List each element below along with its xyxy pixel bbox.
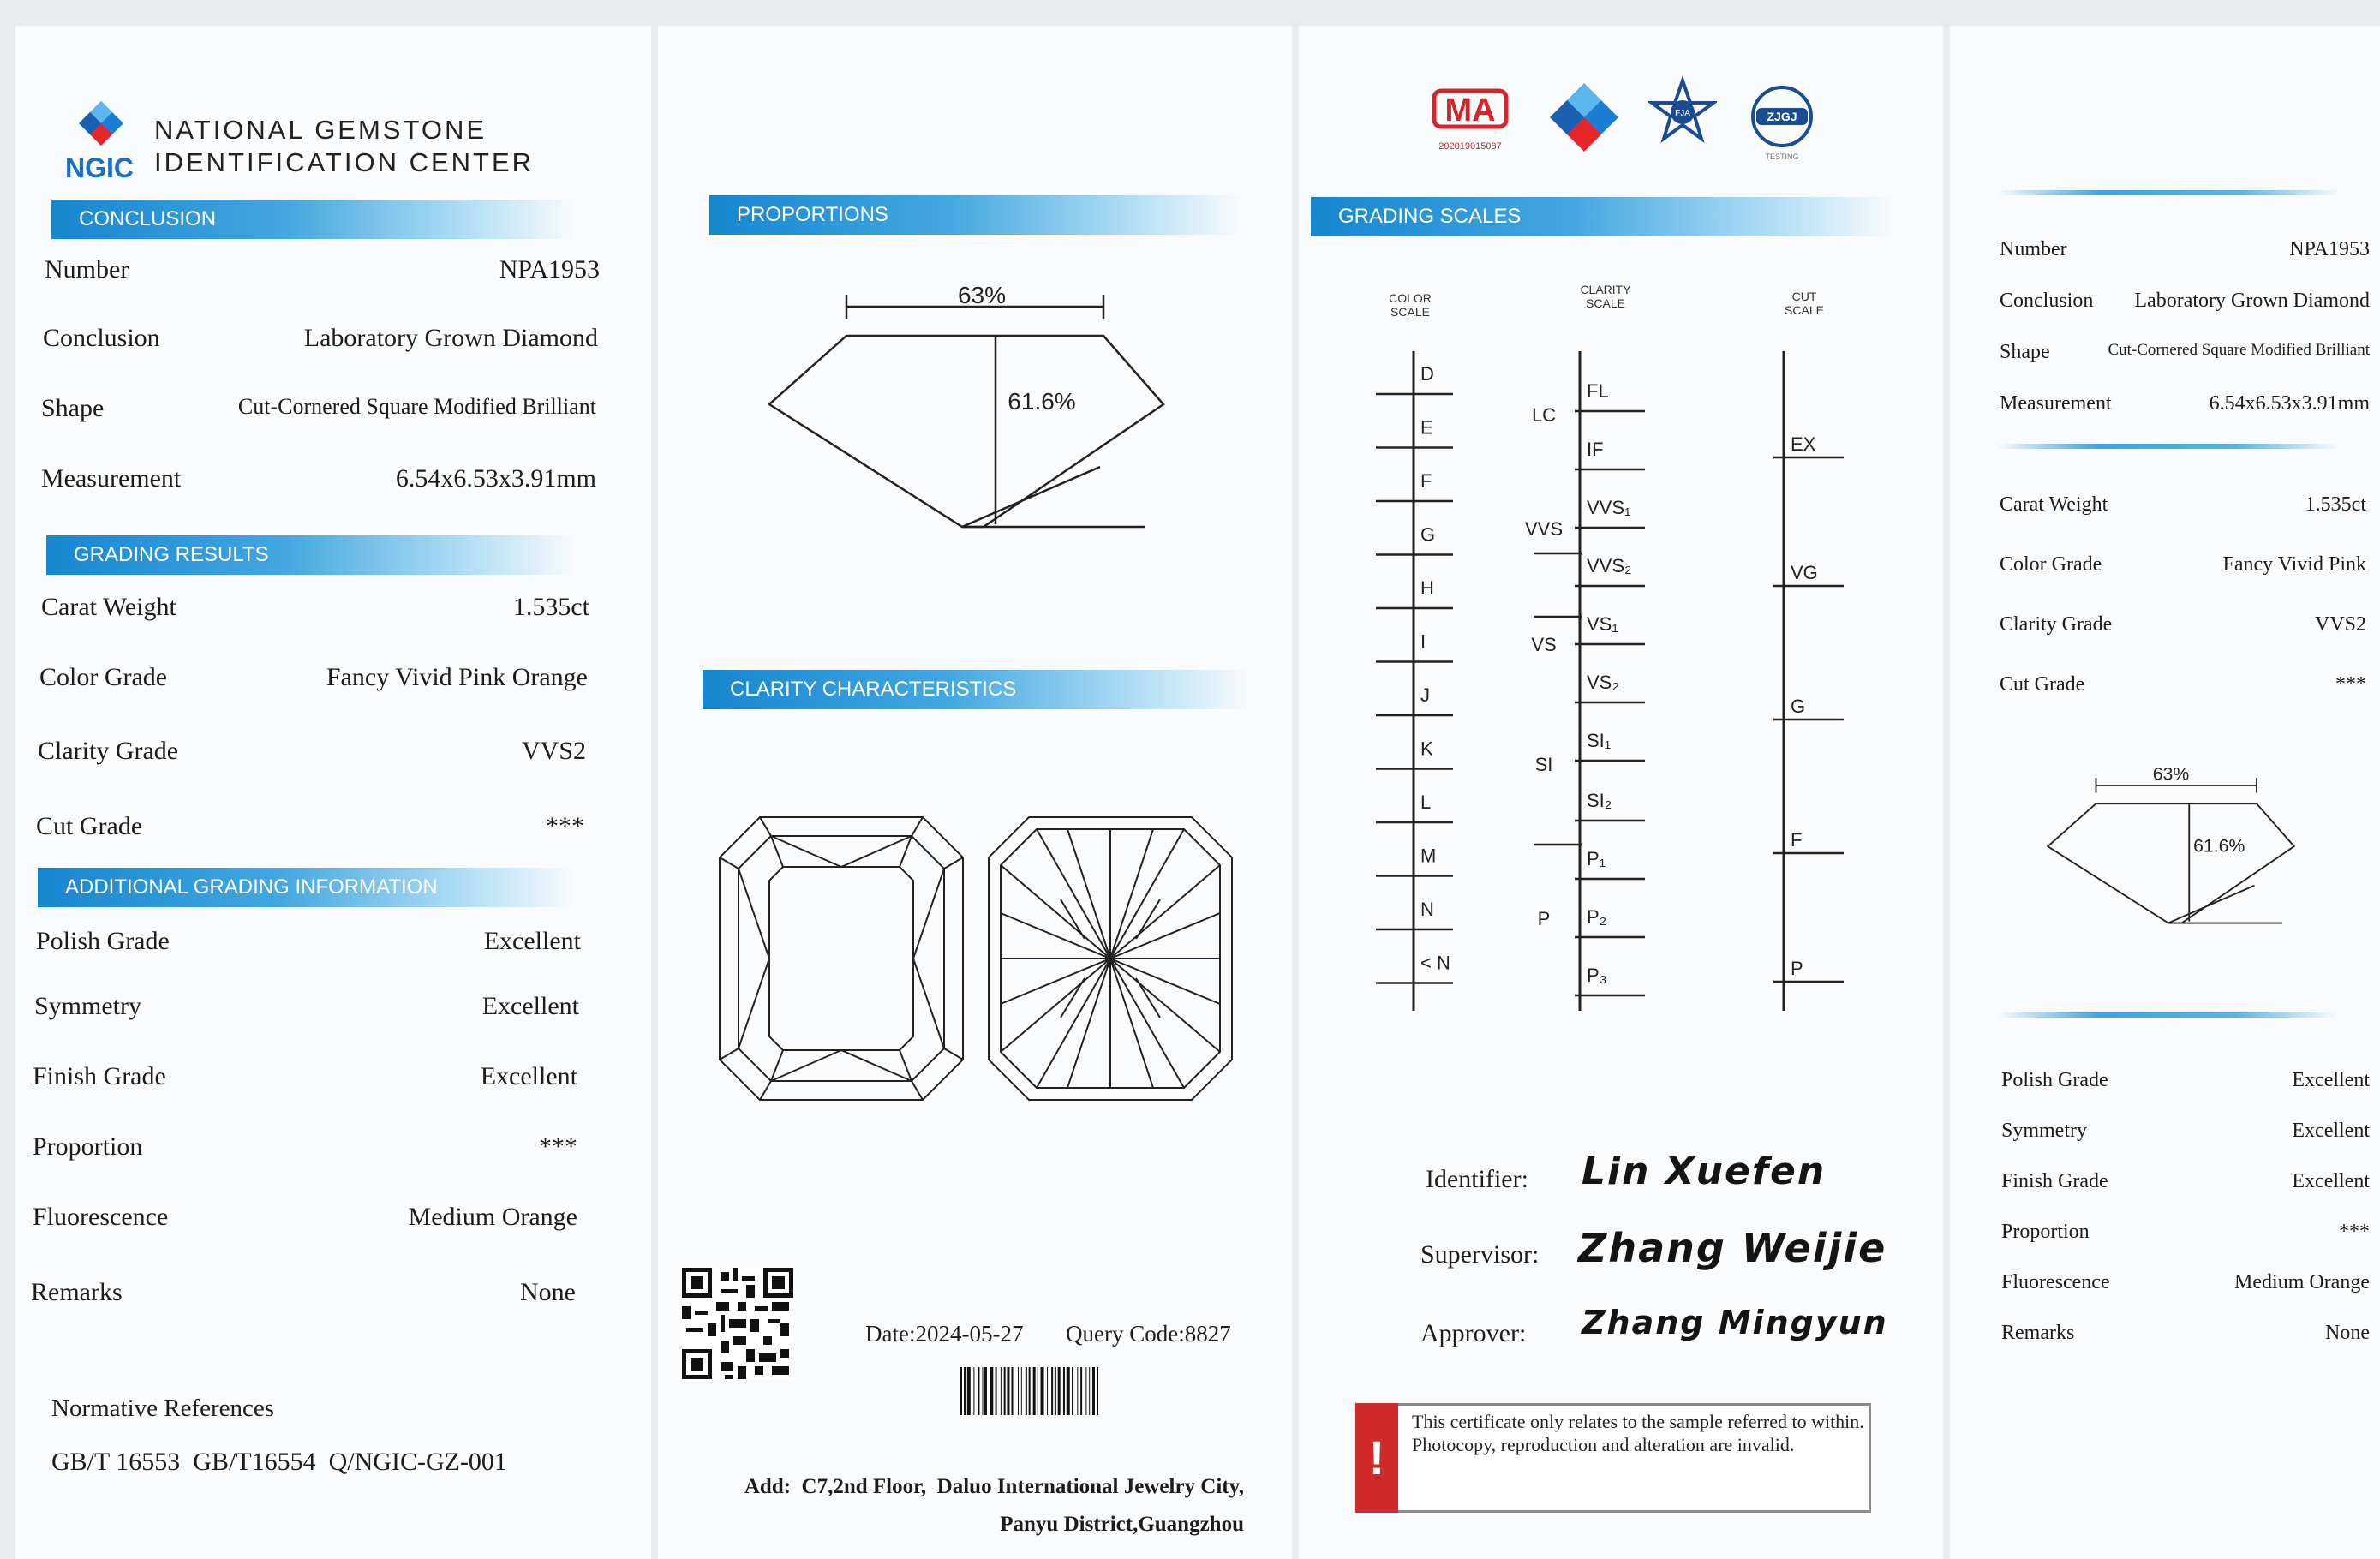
- additional-row: [33, 1132, 577, 1167]
- qr-code: [682, 1268, 793, 1379]
- additional-row: [31, 1278, 576, 1312]
- signature-label: Identifier:: [1426, 1165, 1528, 1193]
- panel-grading-scales: [1299, 26, 1943, 1559]
- color-scale-grade: E: [1420, 416, 1433, 439]
- summary-finish-label: Polish Grade: [2001, 1069, 2108, 1091]
- summary-finish-row: [2001, 1271, 2370, 1305]
- address-line1: Add: C7,2nd Floor, Daluo International Jewelry City,: [744, 1475, 1244, 1498]
- section-header-clarity-characteristics: CLARITY CHARACTERISTICS: [703, 670, 1251, 709]
- query-code: Query Code:8827: [1066, 1321, 1231, 1347]
- grading-value: ***: [546, 812, 584, 840]
- conclusion-label: Measurement: [41, 464, 182, 493]
- conclusion-value: 6.54x6.53x3.91mm: [395, 464, 596, 493]
- additional-row: [33, 1203, 577, 1237]
- color-scale-grade: < N: [1420, 952, 1450, 974]
- summary-finish-label: Fluorescence: [2001, 1271, 2110, 1293]
- summary-finish-value: Excellent: [2292, 1120, 2370, 1142]
- clarity-scale-grade: P₁: [1587, 848, 1606, 869]
- color-scale-grade: D: [1420, 363, 1434, 385]
- summary-grade-label: Cut Grade: [2000, 673, 2085, 696]
- normative-title: Normative References: [51, 1395, 275, 1422]
- grading-label: Color Grade: [39, 663, 168, 691]
- summary-finish-label: Finish Grade: [2001, 1170, 2108, 1192]
- summary-divider-1: [1998, 190, 2341, 195]
- grading-label: Cut Grade: [36, 812, 143, 840]
- clarity-scale-grade: VS₁: [1587, 613, 1618, 635]
- additional-label: Remarks: [31, 1278, 123, 1306]
- proportion-diagram: [761, 266, 1172, 548]
- additional-value: Excellent: [483, 927, 581, 955]
- color-scale-title: SCALE: [1390, 305, 1430, 319]
- clarity-scale-grade: P₃: [1587, 965, 1607, 986]
- additional-row: [36, 927, 581, 961]
- fja-text: FJA: [1675, 109, 1690, 118]
- summary-grade-value: 1.535ct: [2305, 493, 2366, 516]
- panel-summary: [1950, 26, 2380, 1559]
- conclusion-label: Conclusion: [43, 324, 160, 352]
- section-header-proportions: PROPORTIONS: [709, 195, 1241, 235]
- conclusion-row: [41, 464, 596, 499]
- conclusion-row: [43, 324, 598, 358]
- summary-grade-row: [2000, 673, 2366, 708]
- conclusion-label: Shape: [41, 394, 105, 422]
- summary-grade-value: ***: [2335, 673, 2366, 696]
- grading-row: [41, 593, 589, 627]
- section-header-grading-results: GRADING RESULTS: [46, 535, 576, 575]
- clarity-group-label: LC: [1531, 404, 1557, 426]
- additional-value: None: [520, 1278, 576, 1306]
- org-name-line2: IDENTIFICATION CENTER: [154, 147, 535, 177]
- cut-scale-grade: G: [1791, 696, 1806, 717]
- summary-finish-value: ***: [2339, 1221, 2370, 1243]
- barcode: [960, 1367, 1242, 1415]
- color-scale-grade: J: [1420, 684, 1430, 706]
- additional-label: Finish Grade: [33, 1062, 166, 1090]
- grading-row: [36, 812, 584, 846]
- clarity-scale-title: SCALE: [1586, 296, 1625, 310]
- signature-name: Zhang Weijie: [1578, 1225, 1887, 1271]
- clarity-scale-grade: VVS₁: [1587, 497, 1631, 518]
- summary-table-label: 63%: [2152, 763, 2190, 785]
- color-scale-grade: K: [1420, 738, 1433, 760]
- summary-top-label: Measurement: [2000, 392, 2112, 415]
- additional-value: Excellent: [480, 1062, 577, 1090]
- conclusion-row: [45, 255, 600, 290]
- summary-finish-row: [2001, 1322, 2370, 1356]
- ngic-logo-text: NGIC: [65, 152, 134, 183]
- cut-scale-grade: EX: [1791, 433, 1816, 455]
- summary-finish-value: Excellent: [2292, 1069, 2370, 1091]
- summary-grade-value: VVS2: [2314, 613, 2366, 636]
- clarity-group-label: P: [1537, 908, 1551, 929]
- summary-top-label: Number: [2000, 238, 2067, 260]
- clarity-scale-grade: P₂: [1587, 906, 1607, 928]
- proportion-table-label: 63%: [957, 282, 1007, 308]
- additional-value: Medium Orange: [408, 1203, 577, 1231]
- summary-finish-row: [2001, 1170, 2370, 1204]
- summary-proportion-diagram: [2042, 745, 2299, 951]
- clarity-scale-grade: VVS₂: [1587, 555, 1632, 576]
- disclaimer-text: This certificate only relates to the sample referred to within. Photocopy, reproduction and alteration are invalid.: [1412, 1411, 1864, 1455]
- summary-finish-label: Proportion: [2001, 1221, 2090, 1243]
- warning-icon: !: [1355, 1403, 1398, 1513]
- signature-label: Approver:: [1420, 1319, 1527, 1347]
- summary-grade-label: Carat Weight: [2000, 493, 2108, 516]
- cma-text: MA: [1444, 93, 1496, 128]
- grading-scale-chart: [1299, 351, 1916, 1036]
- additional-row: [34, 992, 579, 1026]
- panel-conclusion: [15, 26, 651, 1559]
- summary-grade-row: [2000, 553, 2366, 588]
- summary-top-row: [2000, 290, 2370, 324]
- color-scale-grade: L: [1420, 791, 1432, 813]
- cut-scale-title: CUT: [1791, 290, 1817, 303]
- grading-value: Fancy Vivid Pink Orange: [326, 663, 588, 691]
- cut-scale-grade: F: [1791, 829, 1803, 851]
- clarity-scale-grade: IF: [1587, 439, 1604, 460]
- section-header-conclusion: CONCLUSION: [51, 200, 574, 239]
- address-line2: Panyu District,Guangzhou: [1000, 1513, 1244, 1536]
- section-header-additional: ADDITIONAL GRADING INFORMATION: [38, 868, 576, 907]
- summary-top-value: Laboratory Grown Diamond: [2134, 290, 2370, 312]
- summary-top-value: 6.54x6.53x3.91mm: [2209, 392, 2370, 415]
- summary-depth-label: 61.6%: [2193, 835, 2245, 857]
- clarity-group-label: SI: [1534, 754, 1553, 775]
- clarity-plot-crown: [713, 810, 970, 1107]
- summary-grade-label: Color Grade: [2000, 553, 2102, 576]
- conclusion-label: Number: [45, 255, 129, 284]
- zjgj-badge: [1741, 77, 1823, 163]
- color-scale-grade: G: [1420, 523, 1436, 546]
- additional-row: [33, 1062, 577, 1096]
- certificate-date: Date:2024-05-27: [865, 1321, 1024, 1347]
- summary-divider-2: [1996, 444, 2339, 449]
- clarity-plot-pavilion: [982, 810, 1239, 1107]
- clarity-scale-grade: FL: [1587, 380, 1609, 402]
- grading-label: Carat Weight: [41, 593, 176, 621]
- summary-finish-row: [2001, 1120, 2370, 1154]
- additional-label: Proportion: [33, 1132, 143, 1161]
- summary-finish-row: [2001, 1069, 2370, 1103]
- clarity-group-label: VS: [1531, 634, 1557, 655]
- summary-finish-row: [2001, 1221, 2370, 1255]
- color-scale-grade: H: [1420, 577, 1434, 599]
- additional-label: Symmetry: [34, 992, 141, 1020]
- fja-star-badge: [1648, 75, 1717, 152]
- summary-top-row: [2000, 392, 2370, 427]
- color-scale-grade: N: [1420, 899, 1434, 920]
- grading-value: 1.535ct: [512, 593, 589, 621]
- clarity-scale-title: CLARITY: [1580, 283, 1631, 296]
- summary-grade-label: Clarity Grade: [2000, 613, 2113, 636]
- summary-finish-value: Excellent: [2292, 1170, 2370, 1192]
- normative-refs: GB/T 16553 GB/T16554 Q/NGIC-GZ-001: [51, 1448, 507, 1476]
- conclusion-row: [41, 394, 596, 428]
- clarity-scale-grade: VS₂: [1587, 672, 1619, 693]
- signature-name: Lin Xuefen: [1582, 1150, 1827, 1193]
- proportion-depth-label: 61.6%: [1008, 388, 1076, 415]
- additional-value: ***: [539, 1132, 577, 1161]
- ngic-diamond-logo: [77, 99, 125, 147]
- signature-name: Zhang Mingyun: [1582, 1304, 1888, 1341]
- color-scale-grade: M: [1420, 845, 1437, 867]
- cma-number: 202019015087: [1438, 141, 1502, 152]
- ngic-badge-diamond: [1547, 81, 1621, 154]
- summary-finish-value: None: [2325, 1322, 2370, 1344]
- signature-label: Supervisor:: [1420, 1240, 1540, 1269]
- grading-row: [38, 737, 586, 771]
- summary-finish-value: Medium Orange: [2234, 1271, 2370, 1293]
- summary-top-label: Conclusion: [2000, 290, 2094, 312]
- color-scale-title: COLOR: [1389, 291, 1432, 305]
- summary-finish-label: Symmetry: [2001, 1120, 2087, 1142]
- org-name-line1: NATIONAL GEMSTONE: [154, 115, 487, 145]
- zjgj-text: ZJGJ: [1767, 110, 1797, 123]
- panel-proportions: [658, 26, 1292, 1559]
- clarity-group-label: VVS: [1524, 518, 1564, 540]
- grading-value: VVS2: [521, 737, 586, 765]
- cma-badge: [1424, 74, 1518, 168]
- additional-value: Excellent: [481, 992, 579, 1020]
- summary-top-label: Shape: [2000, 341, 2050, 363]
- grading-row: [39, 663, 588, 697]
- summary-grade-row: [2000, 613, 2366, 648]
- clarity-scale-grade: SI₂: [1587, 790, 1612, 811]
- summary-divider-3: [1998, 1012, 2337, 1018]
- additional-label: Polish Grade: [36, 927, 170, 955]
- section-header-grading-scales: GRADING SCALES: [1311, 197, 1893, 236]
- conclusion-value: NPA1953: [499, 255, 600, 284]
- summary-finish-label: Remarks: [2001, 1322, 2075, 1344]
- summary-top-row: [2000, 238, 2370, 272]
- grading-label: Clarity Grade: [38, 737, 179, 765]
- color-scale-grade: I: [1420, 630, 1426, 653]
- clarity-scale-grade: SI₁: [1587, 730, 1612, 751]
- conclusion-value: Cut-Cornered Square Modified Brilliant: [237, 394, 596, 419]
- conclusion-value: Laboratory Grown Diamond: [303, 324, 598, 352]
- color-scale-grade: F: [1420, 470, 1432, 492]
- testing-text: TESTING: [1765, 152, 1799, 161]
- summary-top-row: [2000, 341, 2370, 375]
- summary-grade-value: Fancy Vivid Pink: [2222, 553, 2366, 576]
- cut-scale-grade: VG: [1791, 562, 1818, 583]
- summary-grade-row: [2000, 493, 2366, 528]
- summary-top-value: Cut-Cornered Square Modified Brilliant: [2108, 341, 2370, 359]
- cut-scale-title: SCALE: [1785, 303, 1824, 317]
- summary-top-value: NPA1953: [2289, 238, 2370, 260]
- additional-label: Fluorescence: [33, 1203, 169, 1231]
- cut-scale-grade: P: [1791, 958, 1803, 979]
